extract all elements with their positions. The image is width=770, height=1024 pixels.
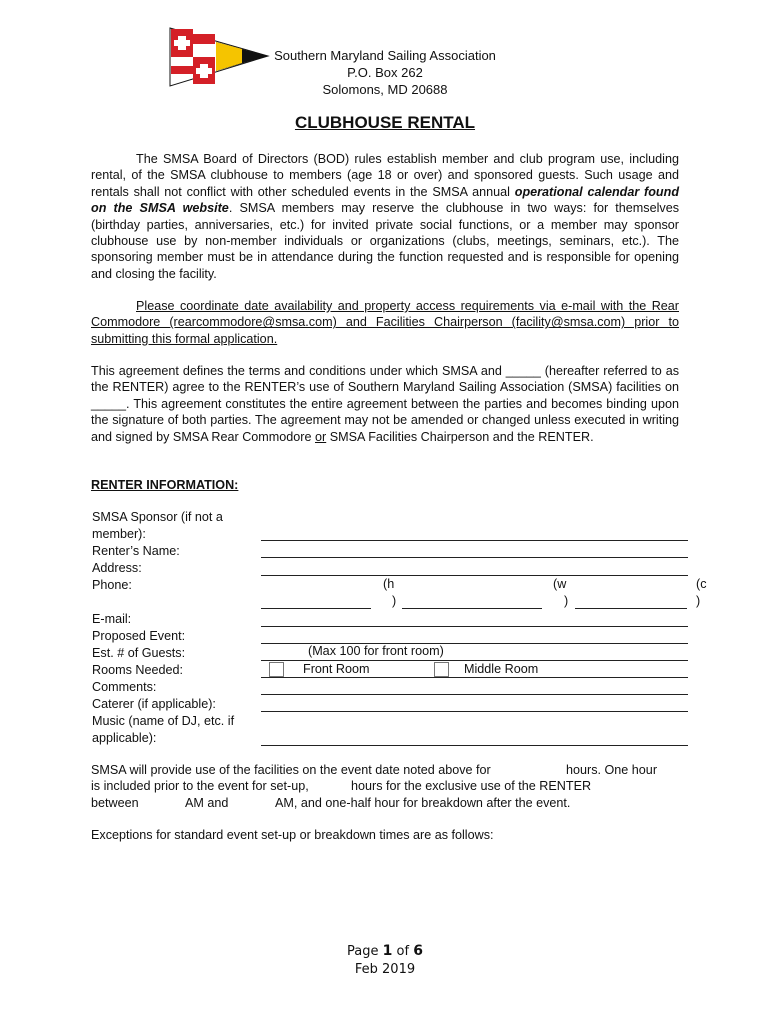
sponsor-field[interactable] [261, 540, 688, 541]
comments-field[interactable] [261, 694, 688, 695]
email-field[interactable] [261, 626, 688, 627]
header-org: Southern Maryland Sailing Association [274, 48, 496, 63]
coordination-paragraph: Please coordinate date availability and property access requirements via e-mail with the Rear Commodore (rearcommodore@smsa.com) and Facilities Chairperson (facility@smsa.com) prior to submitting this formal application. [91, 299, 679, 346]
calendar-reference: operational calendar found on the SMSA website [91, 184, 680, 216]
phone-cell-suffix: ) [696, 594, 701, 608]
phone-work-field[interactable] [402, 608, 542, 609]
guests-label: Est. # of Guests: [92, 646, 186, 660]
hours-line-3c: AM, and one-half hour for breakdown after the event. [275, 796, 571, 810]
phone-work-prefix: (w [553, 577, 567, 591]
footer-date: Feb 2019 [354, 962, 416, 977]
hours-line-2b: hours for the exclusive use of the RENTER [351, 779, 592, 793]
agreement-paragraph: This agreement defines the terms and conditions under which SMSA and _____ (hereafter referred to as the RENTER) agree to the RENTER’s use of Southern Maryland Sailing Association (SMSA) facilities on _____. This agreement constitutes the entire agreement between the parties and becomes binding upon the signature of both parties. The agreement may not be amended or changed unless executed in writing and signed by SMSA Rear Commodore or SMSA Facilities Chairperson and the RENTER. [91, 364, 679, 444]
middle-room-label: Middle Room [464, 662, 539, 676]
front-room-checkbox[interactable] [269, 662, 284, 677]
phone-cell-prefix: (c [696, 577, 707, 591]
middle-room-checkbox[interactable] [434, 662, 449, 677]
address-field[interactable] [261, 575, 688, 576]
hours-line-1b: hours. One hour [566, 763, 658, 777]
renter-name-field[interactable] [261, 557, 688, 558]
rooms-line [261, 677, 688, 678]
page-number: Page 1 of 6 [347, 943, 423, 959]
phone-cell-field[interactable] [575, 608, 687, 609]
music-field[interactable] [261, 745, 688, 746]
renter-info-heading: RENTER INFORMATION: [91, 478, 239, 492]
hours-line-3a: between [91, 796, 139, 810]
phone-work-suffix: ) [564, 594, 569, 608]
phone-label: Phone: [92, 578, 132, 592]
hours-line-1a: SMSA will provide use of the facilities on the event date noted above for [91, 763, 491, 777]
renter-name-label: Renter’s Name: [92, 544, 180, 558]
hours-line-3b: AM and [185, 796, 229, 810]
page-title: CLUBHOUSE RENTAL [294, 113, 476, 132]
hours-line-2a: is included prior to the event for set-up, [91, 779, 309, 793]
guests-field[interactable] [261, 660, 688, 661]
address-label: Address: [92, 561, 142, 575]
caterer-field[interactable] [261, 711, 688, 712]
event-label: Proposed Event: [92, 629, 186, 643]
rooms-label: Rooms Needed: [92, 663, 184, 677]
sponsor-label: SMSA Sponsor (if not a member): [92, 510, 223, 541]
intro-paragraph: The SMSA Board of Directors (BOD) rules establish member and club program use, including rental, of the SMSA clubhouse to members (age 18 or over) and sponsored guests. Such usage and rentals shall not conflict with other scheduled events in the SMSA annual operational calendar found on the SMSA website. SMSA members may reserve the clubhouse in two ways: for themselves (birthday parties, anniversaries, etc.) for invited private social functions, or a member may sponsor clubhouse use by non-member individuals or organizations (clubs, meetings, seminars, etc.). The sponsoring member must be in attendance during the function requested and is responsible for opening and closing the facility. [91, 152, 680, 281]
header-po-box: P.O. Box 262 [347, 65, 423, 80]
guests-note: (Max 100 for front room) [308, 644, 444, 658]
comments-label: Comments: [92, 680, 157, 694]
phone-home-field[interactable] [261, 608, 371, 609]
header-city: Solomons, MD 20688 [322, 82, 448, 97]
email-label: E-mail: [92, 612, 132, 626]
music-label: Music (name of DJ, etc. if applicable): [92, 714, 235, 745]
exceptions-text: Exceptions for standard event set-up or breakdown times are as follows: [91, 828, 494, 842]
front-room-label: Front Room [303, 662, 370, 676]
phone-home-suffix: ) [392, 594, 397, 608]
caterer-label: Caterer (if applicable): [92, 697, 216, 711]
phone-home-prefix: (h [383, 577, 395, 591]
